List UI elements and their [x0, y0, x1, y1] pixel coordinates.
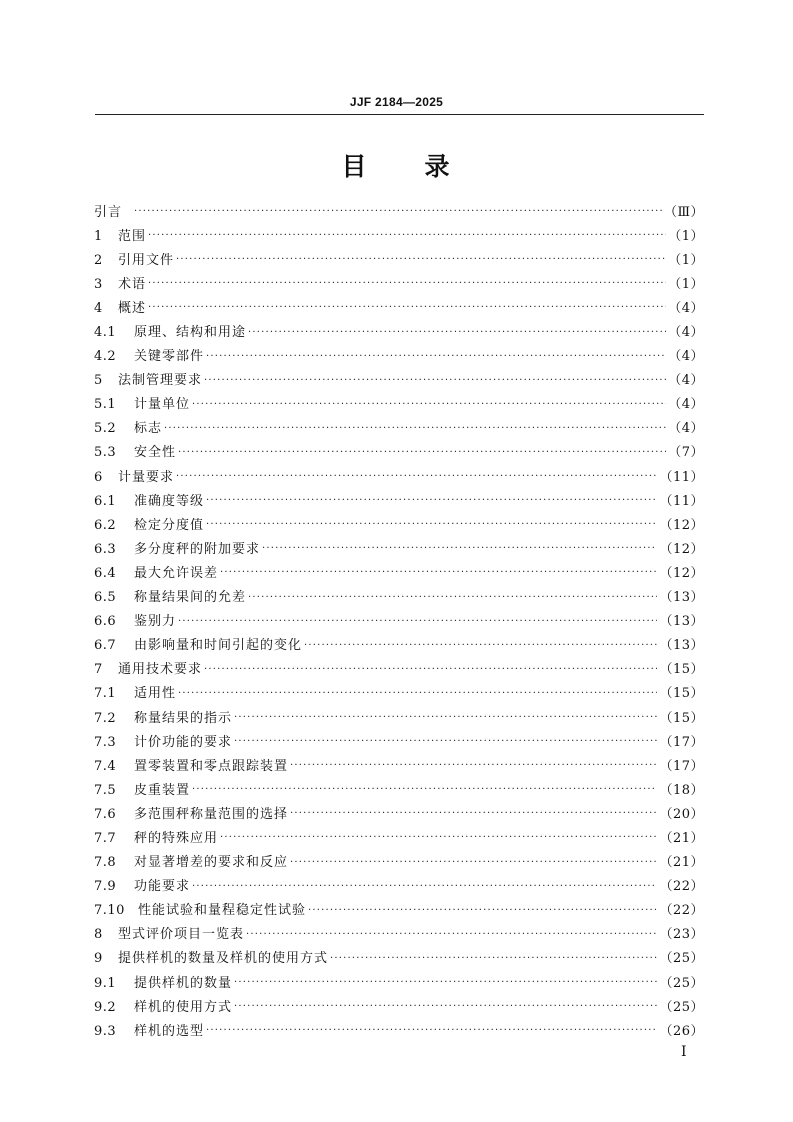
- toc-leader-dots: [234, 978, 657, 988]
- toc-entry-number: 7.10: [94, 903, 125, 919]
- toc-entry-title: 概述: [118, 300, 147, 316]
- toc-entry-page: （4）: [668, 373, 704, 389]
- toc-entry-page: （4）: [668, 300, 704, 316]
- toc-entry: [94, 345, 704, 369]
- toc-entry-title: 功能要求: [134, 879, 191, 895]
- toc-entry-page: （13）: [659, 614, 704, 630]
- toc-entry-number: 7: [94, 662, 103, 678]
- toc-entry-number: 7.3: [94, 734, 117, 750]
- toc-entry: [94, 417, 704, 441]
- toc-entry-number: 7.6: [94, 806, 117, 822]
- toc-entry-page: （15）: [659, 710, 704, 726]
- toc-leader-dots: [192, 882, 657, 892]
- toc-entry: [94, 224, 704, 248]
- toc-entry-number: 1: [94, 228, 103, 244]
- toc-entry-page: （21）: [659, 830, 704, 846]
- toc-leader-dots: [234, 713, 657, 723]
- toc-entry-title: 原理、结构和用途: [134, 325, 247, 341]
- toc-entry: [94, 706, 704, 730]
- toc-entry-title: 对显著增差的要求和反应: [134, 855, 289, 871]
- toc-entry-title: 鉴别力: [134, 614, 177, 630]
- toc-entry-number: 5.1: [94, 397, 117, 413]
- toc-leader-dots: [262, 544, 657, 554]
- toc-entry: [94, 513, 704, 537]
- toc-leader-dots: [148, 279, 666, 289]
- toc-entry-title: 计量要求: [118, 469, 175, 485]
- toc-leader-dots: [192, 400, 666, 410]
- toc-entry-number: 7.7: [94, 830, 117, 846]
- toc-entry-number: 7.4: [94, 758, 117, 774]
- header-rule: [95, 114, 704, 115]
- toc-leader-dots: [178, 689, 657, 699]
- toc-entry: [94, 923, 704, 947]
- toc-leader-dots: [248, 328, 666, 338]
- toc-entry-number: 6.7: [94, 638, 117, 654]
- toc-entry-number: 5.3: [94, 445, 117, 461]
- toc-leader-dots: [206, 520, 657, 530]
- toc-entry-number: 6.4: [94, 565, 117, 581]
- toc-entry: [94, 851, 704, 875]
- document-code: JJF 2184—2025: [349, 95, 444, 109]
- toc-entry-title: 安全性: [134, 445, 177, 461]
- toc-leader-dots: [192, 785, 657, 795]
- toc-entry: [94, 200, 704, 224]
- toc-entry: [94, 586, 704, 610]
- title-char-2: 录: [424, 152, 452, 181]
- toc-entry: [94, 971, 704, 995]
- toc-entry-title: 适用性: [134, 686, 177, 702]
- toc-leader-dots: [176, 472, 657, 482]
- toc-entry-number: 6.1: [94, 493, 117, 509]
- toc-entry: [94, 634, 704, 658]
- toc-leader-dots: [164, 424, 666, 434]
- toc-entry: [94, 465, 704, 489]
- toc-entry: [94, 875, 704, 899]
- toc-entry-title: 最大允许误差: [134, 565, 219, 581]
- toc-entry-number: 3: [94, 276, 103, 292]
- toc-entry-page: （1）: [668, 276, 704, 292]
- toc-entry-title: 提供样机的数量及样机的使用方式: [118, 951, 329, 967]
- toc-entry-title: 引言: [94, 204, 123, 220]
- toc-leader-dots: [234, 737, 657, 747]
- toc-entry: [94, 441, 704, 465]
- toc-entry: [94, 369, 704, 393]
- toc-entry: [94, 754, 704, 778]
- toc-entry-page: （12）: [659, 541, 704, 557]
- toc-entry-number: 6.2: [94, 517, 117, 533]
- toc-entry-number: 4.1: [94, 325, 117, 341]
- toc-entry-number: 6.6: [94, 614, 117, 630]
- toc-entry-title: 检定分度值: [134, 517, 205, 533]
- toc-entry-title: 多分度秤的附加要求: [134, 541, 261, 557]
- toc-entry-title: 关键零部件: [134, 349, 205, 365]
- toc-leader-dots: [204, 665, 657, 675]
- toc-entry-page: （4）: [668, 397, 704, 413]
- toc-entry-title: 通用技术要求: [118, 662, 203, 678]
- toc-entry: [94, 802, 704, 826]
- toc-entry-title: 样机的选型: [134, 1023, 205, 1039]
- toc-entry-page: （Ⅲ）: [663, 204, 704, 220]
- toc-entry-number: 5: [94, 373, 103, 389]
- toc-leader-dots: [308, 906, 657, 916]
- toc-leader-dots: [206, 496, 657, 506]
- toc-entry-title: 性能试验和量程稳定性试验: [138, 903, 307, 919]
- toc-entry: [94, 272, 704, 296]
- toc-leader-dots: [290, 761, 657, 771]
- toc-entry-title: 置零装置和零点跟踪装置: [134, 758, 289, 774]
- toc-leader-dots: [220, 568, 657, 578]
- toc-entry-number: 7.8: [94, 855, 117, 871]
- title-char-1: 目: [341, 152, 369, 181]
- toc-entry-number: 9.3: [94, 1023, 117, 1039]
- toc-entry-title: 皮重装置: [134, 782, 191, 798]
- toc-entry-page: （25）: [659, 975, 704, 991]
- toc-entry-number: 9.2: [94, 999, 117, 1015]
- toc-leader-dots: [290, 809, 657, 819]
- toc-entry-title: 称量结果的指示: [134, 710, 233, 726]
- toc-entry-page: （18）: [659, 782, 704, 798]
- toc-entry-title: 范围: [118, 228, 147, 244]
- toc-entry-number: 6.5: [94, 590, 117, 606]
- toc-entry-page: （17）: [659, 758, 704, 774]
- toc-leader-dots: [304, 641, 657, 651]
- toc-entry-title: 由影响量和时间引起的变化: [134, 638, 303, 654]
- toc-leader-dots: [330, 954, 657, 964]
- toc-entry-number: 9: [94, 951, 103, 967]
- toc-entry-number: 7.5: [94, 782, 117, 798]
- toc-entry-title: 多范围秤称量范围的选择: [134, 806, 289, 822]
- toc-entry: [94, 995, 704, 1019]
- toc-entry-title: 计价功能的要求: [134, 734, 233, 750]
- toc-entry: [94, 730, 704, 754]
- toc-entry: [94, 320, 704, 344]
- toc-entry-page: （4）: [668, 349, 704, 365]
- toc-entry-title: 术语: [118, 276, 147, 292]
- toc-entry: [94, 561, 704, 585]
- toc-entry-title: 标志: [134, 421, 163, 437]
- toc-entry-page: （7）: [668, 445, 704, 461]
- toc-entry-number: 7.2: [94, 710, 117, 726]
- toc-entry-page: （13）: [659, 590, 704, 606]
- toc-leader-dots: [234, 1002, 657, 1012]
- toc-entry-page: （1）: [668, 252, 704, 268]
- toc-entry-number: 5.2: [94, 421, 117, 437]
- toc-entry-number: 8: [94, 927, 103, 943]
- toc-entry-title: 准确度等级: [134, 493, 205, 509]
- toc-entry-title: 引用文件: [118, 252, 175, 268]
- toc-entry-page: （22）: [659, 903, 704, 919]
- toc-entry: [94, 826, 704, 850]
- toc-entry-number: 9.1: [94, 975, 117, 991]
- toc-entry-number: 4: [94, 300, 103, 316]
- toc-entry-title: 秤的特殊应用: [134, 830, 219, 846]
- page-number: Ⅰ: [681, 1044, 687, 1060]
- toc-entry-page: （15）: [659, 686, 704, 702]
- toc-leader-dots: [246, 930, 657, 940]
- toc-entry: [94, 393, 704, 417]
- toc-entry-page: （4）: [668, 421, 704, 437]
- toc-leader-dots: [204, 376, 666, 386]
- page-title: [0, 147, 793, 183]
- toc-entry-page: （4）: [668, 325, 704, 341]
- toc-entry-page: （23）: [659, 927, 704, 943]
- toc-entry: [94, 682, 704, 706]
- toc-entry-number: 4.2: [94, 349, 117, 365]
- toc-entry-number: 6: [94, 469, 103, 485]
- toc-leader-dots: [206, 1026, 657, 1036]
- toc-entry-title: 型式评价项目一览表: [118, 927, 245, 943]
- toc-leader-dots: [176, 255, 666, 265]
- toc-entry-page: （25）: [659, 999, 704, 1015]
- toc-entry-page: （21）: [659, 855, 704, 871]
- toc-entry: [94, 947, 704, 971]
- toc-leader-dots: [220, 833, 657, 843]
- toc-leader-dots: [290, 858, 657, 868]
- toc-entry: [94, 778, 704, 802]
- toc-leader-dots: [134, 207, 662, 217]
- toc-entry: [94, 658, 704, 682]
- toc-leader-dots: [148, 303, 666, 313]
- toc-entry-number: 6.3: [94, 541, 117, 557]
- toc-entry-page: （12）: [659, 565, 704, 581]
- table-of-contents: [94, 200, 704, 1043]
- toc-entry-title: 法制管理要求: [118, 373, 203, 389]
- toc-leader-dots: [178, 617, 657, 627]
- toc-entry: [94, 248, 704, 272]
- toc-entry-page: （11）: [659, 469, 704, 485]
- toc-leader-dots: [248, 593, 657, 603]
- toc-entry-page: （15）: [659, 662, 704, 678]
- toc-entry-page: （13）: [659, 638, 704, 654]
- toc-entry-page: （17）: [659, 734, 704, 750]
- toc-entry: [94, 1019, 704, 1043]
- toc-entry-page: （25）: [659, 951, 704, 967]
- toc-entry-number: 7.1: [94, 686, 117, 702]
- toc-leader-dots: [206, 352, 666, 362]
- toc-entry-number: 2: [94, 252, 103, 268]
- toc-entry-page: （20）: [659, 806, 704, 822]
- toc-entry-page: （12）: [659, 517, 704, 533]
- toc-entry: [94, 899, 704, 923]
- toc-entry: [94, 296, 704, 320]
- toc-entry-title: 样机的使用方式: [134, 999, 233, 1015]
- toc-entry-number: 7.9: [94, 879, 117, 895]
- toc-entry-title: 计量单位: [134, 397, 191, 413]
- toc-leader-dots: [148, 231, 666, 241]
- toc-entry-page: （11）: [659, 493, 704, 509]
- toc-entry: [94, 537, 704, 561]
- toc-entry-page: （22）: [659, 879, 704, 895]
- toc-entry-page: （1）: [668, 228, 704, 244]
- toc-entry-title: 提供样机的数量: [134, 975, 233, 991]
- toc-leader-dots: [178, 448, 666, 458]
- toc-entry-page: （26）: [659, 1023, 704, 1039]
- toc-entry: [94, 610, 704, 634]
- toc-entry-title: 称量结果间的允差: [134, 590, 247, 606]
- toc-entry: [94, 489, 704, 513]
